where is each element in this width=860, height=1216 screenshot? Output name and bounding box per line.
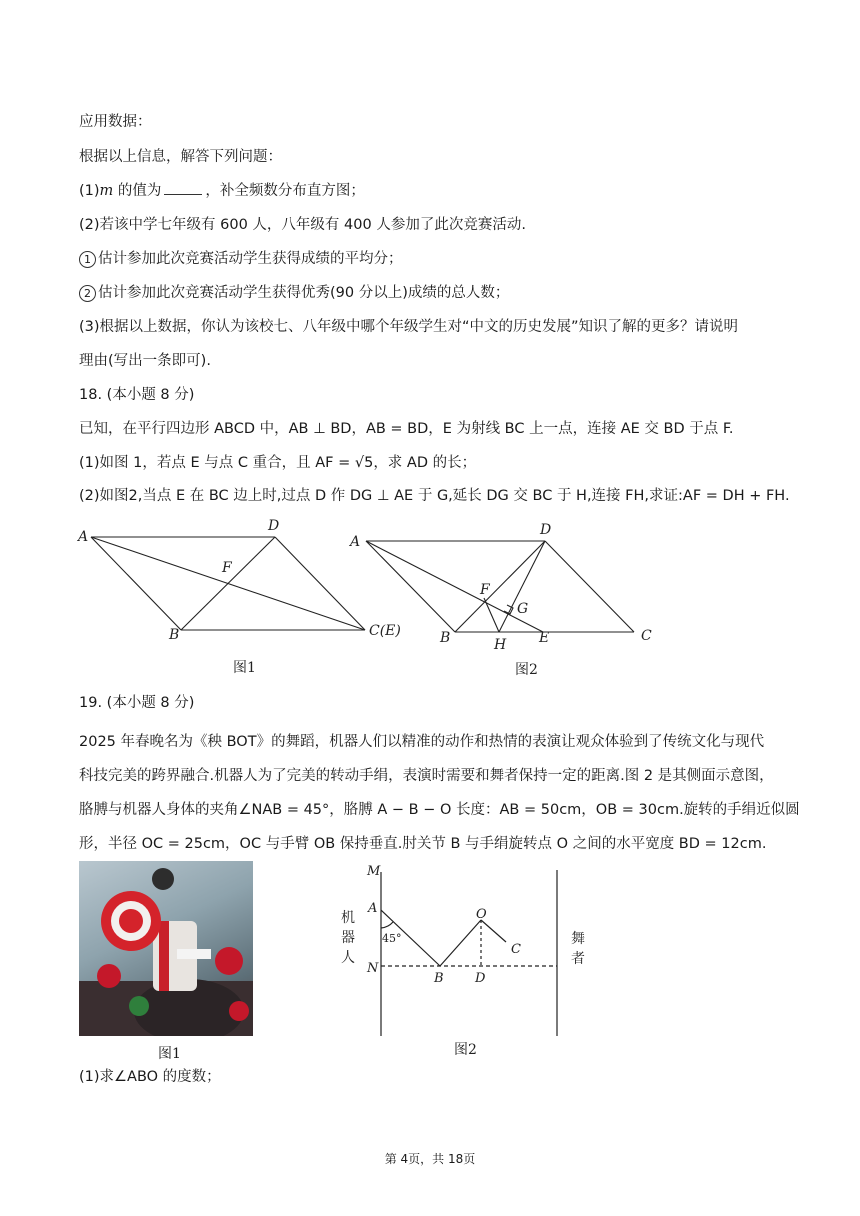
- question-1: [79, 182, 365, 200]
- q1-number: (1): [79, 183, 100, 199]
- label-c: C: [511, 942, 521, 957]
- page-footer: 第 4页，共 18页: [384, 1152, 476, 1166]
- fig2-label-g: G: [517, 601, 529, 617]
- question-2-part-2: [79, 284, 509, 302]
- problem-18-part-1: [79, 454, 476, 472]
- dancer-label-1: 舞: [571, 931, 585, 947]
- problem-19-line-3: 胳膊与机器人身体的夹角∠NAB = 45°，胳膊 A − B − O 长度：AB = 50cm，OB = 30cm.旋转的手绢近似圆: [79, 802, 800, 818]
- answer-blank[interactable]: [164, 182, 202, 195]
- fig2-label-f: F: [480, 582, 490, 598]
- problem-19-line-4: 形，半径 OC = 25cm，OC 与手臂 OB 保持垂直.肘关节 B 与手绢旋转点 O 之间的水平宽度 BD = 12cm.: [79, 836, 767, 852]
- problem-19-line-2: 科技完美的跨界融合.机器人为了完美的转动手绢，表演时需要和舞者保持一定的距离.图 2 是其侧面示意图，: [79, 768, 774, 784]
- label-m: M: [367, 864, 381, 879]
- question-2-part-1: [79, 250, 403, 268]
- geometry-figures-18: [0, 510, 860, 710]
- problem-19-header: 19. (本小题 8 分): [79, 695, 195, 711]
- fig2-label-a: A: [350, 534, 361, 550]
- fig2-label-d: D: [540, 522, 552, 538]
- q1-text-b: ，补全频数分布直方图；: [205, 183, 365, 199]
- problem-19-line-1: 2025 年春晚名为《秧 BOT》的舞蹈，机器人们以精准的动作和热情的表演让观众体验到了传统文化与现代: [79, 734, 765, 750]
- label-o: O: [476, 907, 487, 922]
- fig2-label-b: B: [440, 630, 451, 646]
- fig1-label-ce: C(E): [369, 623, 401, 639]
- fig1-label-f: F: [222, 560, 232, 576]
- p18-part-1-text-b: ，求 AD 的长；: [373, 455, 477, 471]
- fig1-label-d: D: [268, 518, 280, 534]
- figure-2: [366, 541, 634, 632]
- question-3: (3)根据以上数据，你认为该校七、八年级中哪个年级学生对“中文的历史发展”知识了解的更多？请说明: [79, 319, 739, 335]
- angle-label: 45°: [382, 932, 402, 945]
- fig1-caption: 图1: [233, 660, 256, 676]
- q2-part-2-text: 估计参加此次竞赛活动学生获得优秀(90 分以上)成绩的总人数；: [98, 285, 510, 301]
- fig2-label-h: H: [494, 637, 507, 653]
- problem-18-statement: 已知，在平行四边形 ABCD 中，AB ⊥ BD，AB = BD，E 为射线 BC 上一点，连接 AE 交 BD 于点 F.: [79, 421, 734, 437]
- text-line-data-heading: 应用数据：: [79, 114, 152, 130]
- dancer-label-2: 者: [571, 951, 585, 967]
- q1-text-a: 的值为: [113, 183, 162, 199]
- figure-1: [91, 537, 365, 630]
- q2-part-1-text: 估计参加此次竞赛活动学生获得成绩的平均分；: [98, 251, 403, 267]
- question-3-cont: 理由(写出一条即可).: [79, 353, 211, 369]
- label-b: B: [434, 971, 444, 986]
- label-d: D: [475, 971, 486, 986]
- text-line-instructions: 根据以上信息，解答下列问题：: [79, 149, 282, 165]
- fig1-label-b: B: [169, 627, 180, 643]
- problem-18-header: 18. (本小题 8 分): [79, 387, 195, 403]
- circled-number-1: 1: [79, 251, 96, 268]
- question-2: (2)若该中学七年级有 600 人，八年级有 400 人参加了此次竞赛活动.: [79, 217, 526, 233]
- p18-part-1-text-a: (1)如图 1，若点 E 与点 C 重合，且 AF =: [79, 455, 355, 471]
- robot-label-3: 人: [341, 950, 355, 966]
- circled-number-2: 2: [79, 285, 96, 302]
- fig2-label-e: E: [539, 630, 550, 646]
- photo-caption: 图1: [158, 1046, 181, 1062]
- fig2-caption: 图2: [515, 662, 538, 678]
- label-n: N: [367, 961, 379, 976]
- problem-18-part-2: (2)如图2,当点 E 在 BC 边上时,过点 D 作 DG ⊥ AE 于 G,延长 DG 交 BC 于 H,连接 FH,求证:AF = DH + FH.: [79, 488, 790, 504]
- problem-19-part-1: (1)求∠ABO 的度数；: [79, 1069, 221, 1085]
- variable-m: m: [99, 183, 114, 199]
- sqrt-5: √5: [354, 455, 374, 471]
- fig1-label-a: A: [78, 529, 89, 545]
- fig2-label-c: C: [641, 628, 652, 644]
- robot-schematic: [0, 855, 860, 1055]
- robot-label-2: 器: [341, 930, 355, 946]
- label-a: A: [368, 901, 378, 916]
- schematic-caption: 图2: [454, 1042, 477, 1055]
- robot-label-1: 机: [341, 910, 355, 926]
